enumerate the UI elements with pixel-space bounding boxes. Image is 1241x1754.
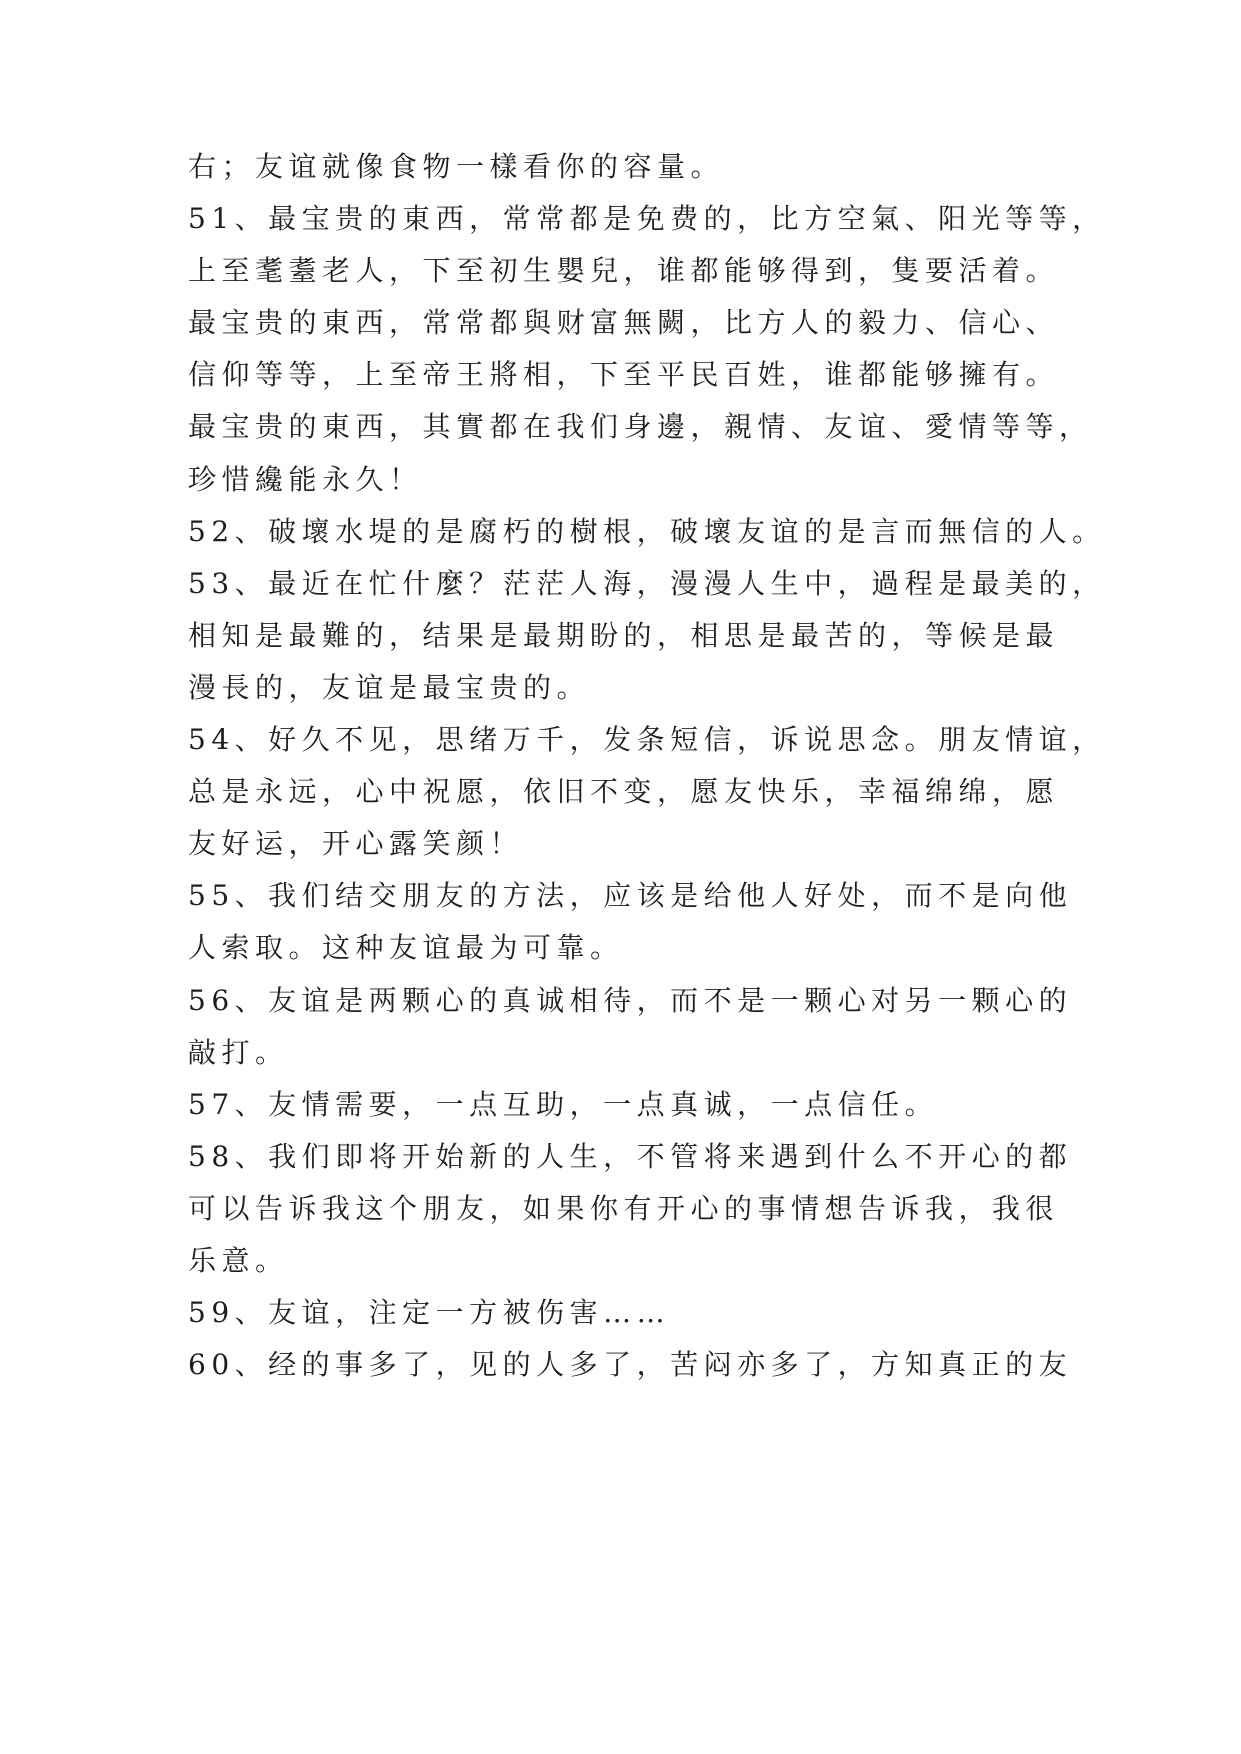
- paragraph-59: [188, 1287, 1188, 1339]
- body-text: [188, 141, 1188, 1391]
- paragraph-53: [188, 558, 1188, 714]
- text-line: 54、好久不见，思绪万千，发条短信，诉说思念。朋友情谊，: [188, 723, 1106, 757]
- text-line: 人索取。这种友谊最为可靠。: [188, 931, 624, 965]
- text-line: 可以告诉我这个朋友，如果你有开心的事情想告诉我，我很: [188, 1191, 1060, 1225]
- text-line: 60、经的事多了，见的人多了，苦闷亦多了，方知真正的友: [188, 1348, 1073, 1382]
- text-line: 57、友情需要，一点互助，一点真诚，一点信任。: [188, 1087, 939, 1121]
- text-line: 59、友谊，注定一方被伤害……: [188, 1296, 671, 1330]
- text-line: 55、我们结交朋友的方法，应该是给他人好处，而不是向他: [188, 879, 1073, 913]
- text-line: 52、破壞水堤的是腐朽的樹根，破壞友谊的是言而無信的人。: [188, 514, 1106, 548]
- paragraph-60: [188, 1339, 1188, 1391]
- text-line: 56、友谊是两颗心的真诚相待，而不是一颗心对另一颗心的: [188, 983, 1073, 1017]
- paragraph-continuation: [188, 141, 1188, 193]
- text-line: 51、最宝贵的東西，常常都是免费的，比方空氣、阳光等等，: [188, 202, 1106, 236]
- text-line: 珍惜纔能永久！: [188, 462, 423, 496]
- paragraph-52: [188, 506, 1188, 558]
- text-line: 漫長的，友谊是最宝贵的。: [188, 670, 591, 704]
- text-line: 乐意。: [188, 1243, 289, 1277]
- paragraph-55: [188, 870, 1188, 974]
- paragraph-51: [188, 193, 1188, 506]
- text-line: 上至耄耋老人，下至初生嬰兒，谁都能够得到，隻要活着。: [188, 254, 1060, 288]
- paragraph-57: [188, 1079, 1188, 1131]
- text-line: 53、最近在忙什麼？茫茫人海，漫漫人生中，過程是最美的，: [188, 566, 1106, 600]
- text-line: 右；友谊就像食物一樣看你的容量。: [188, 150, 725, 183]
- paragraph-54: [188, 714, 1188, 870]
- text-line: 总是永远，心中祝愿，依旧不变，愿友快乐，幸福绵绵，愿: [188, 775, 1060, 809]
- text-line: 信仰等等，上至帝王將相，下至平民百姓，谁都能够擁有。: [188, 358, 1060, 392]
- text-line: 友好运，开心露笑颜！: [188, 827, 524, 861]
- text-line: 相知是最難的，结果是最期盼的，相思是最苦的，等候是最: [188, 618, 1060, 652]
- text-line: 敲打。: [188, 1035, 289, 1069]
- text-line: 最宝贵的東西，其實都在我们身邊，親情、友谊、愛情等等，: [188, 410, 1093, 444]
- text-line: 最宝贵的東西，常常都與财富無闕，比方人的毅力、信心、: [188, 306, 1060, 340]
- paragraph-56: [188, 975, 1188, 1079]
- paragraph-58: [188, 1131, 1188, 1287]
- text-line: 58、我们即将开始新的人生，不管将来遇到什么不开心的都: [188, 1139, 1073, 1173]
